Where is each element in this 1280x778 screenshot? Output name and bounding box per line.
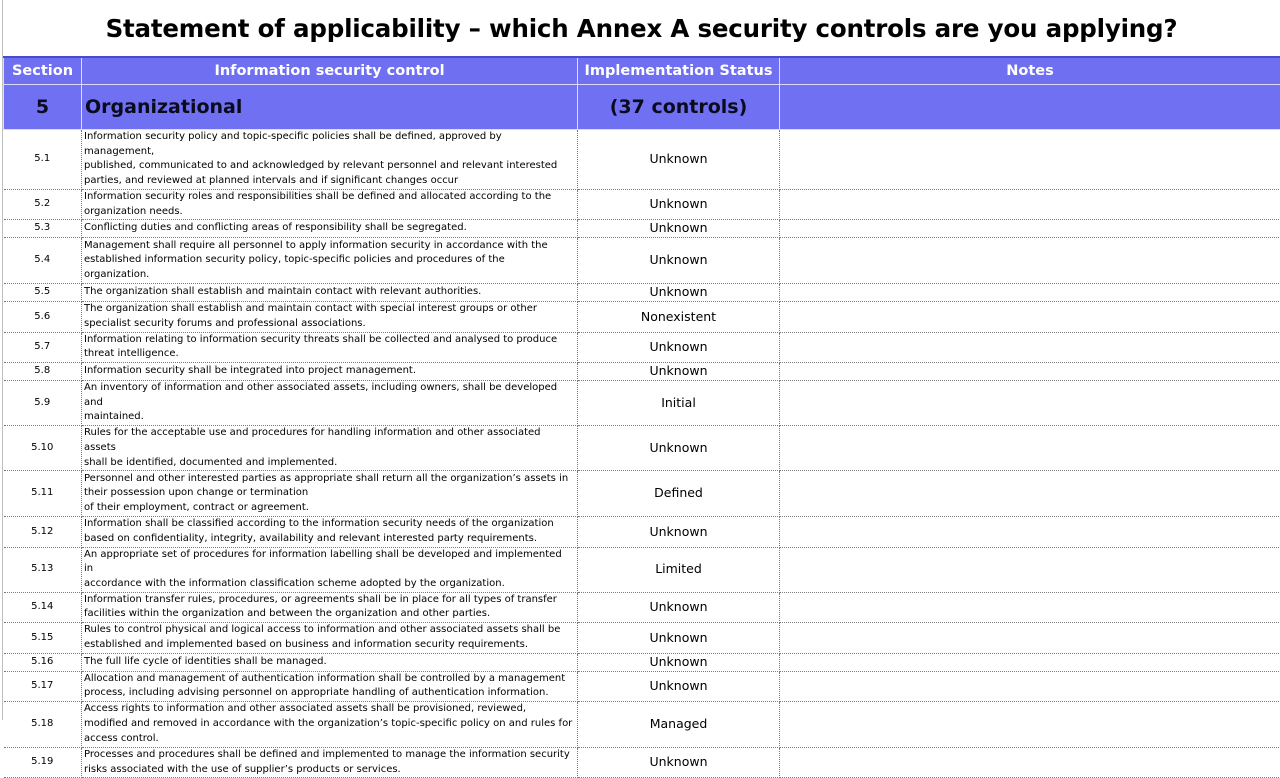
control-number[interactable]: 5.17 bbox=[4, 671, 82, 701]
implementation-status[interactable]: Unknown bbox=[578, 747, 780, 777]
notes-cell[interactable] bbox=[780, 130, 1280, 190]
implementation-status[interactable]: Unknown bbox=[578, 671, 780, 701]
control-description[interactable]: The organization shall establish and maintain contact with relevant authorities. bbox=[82, 284, 578, 302]
table-row bbox=[4, 747, 1280, 777]
section-number[interactable]: 5 bbox=[4, 85, 82, 130]
table-row bbox=[4, 653, 1280, 671]
table-row bbox=[4, 238, 1280, 284]
notes-cell[interactable] bbox=[780, 220, 1280, 238]
notes-cell[interactable] bbox=[780, 471, 1280, 517]
control-number[interactable]: 5.5 bbox=[4, 284, 82, 302]
notes-cell[interactable] bbox=[780, 302, 1280, 332]
control-number[interactable]: 5.7 bbox=[4, 332, 82, 362]
control-description[interactable]: Personnel and other interested parties as appropriate shall return all the organization’s assets in their possession upon change or termination of their employment, contract or agreement. bbox=[82, 471, 578, 517]
table-row bbox=[4, 671, 1280, 701]
control-description[interactable]: Rules to control physical and logical access to information and other associated assets shall be established and implemented based on business and information security requirements. bbox=[82, 623, 578, 653]
notes-cell[interactable] bbox=[780, 332, 1280, 362]
control-number[interactable]: 5.19 bbox=[4, 747, 82, 777]
table-row bbox=[4, 130, 1280, 190]
notes-cell[interactable] bbox=[780, 426, 1280, 471]
implementation-status[interactable]: Unknown bbox=[578, 220, 780, 238]
implementation-status[interactable]: Unknown bbox=[578, 426, 780, 471]
control-description[interactable]: Information security shall be integrated into project management. bbox=[82, 363, 578, 381]
notes-cell[interactable] bbox=[780, 381, 1280, 426]
control-description[interactable]: An inventory of information and other associated assets, including owners, shall be developed and maintained. bbox=[82, 381, 578, 426]
notes-cell[interactable] bbox=[780, 238, 1280, 284]
section-count[interactable]: (37 controls) bbox=[578, 85, 780, 130]
table-row bbox=[4, 220, 1280, 238]
control-description[interactable]: An appropriate set of procedures for information labelling shall be developed and implemented in accordance with the information classification scheme adopted by the organization. bbox=[82, 547, 578, 592]
implementation-status[interactable]: Nonexistent bbox=[578, 302, 780, 332]
page-title: Statement of applicability – which Annex A security controls are you applying? bbox=[3, 0, 1280, 56]
controls-table bbox=[3, 56, 1280, 778]
section-row bbox=[4, 85, 1280, 130]
control-description[interactable]: The organization shall establish and maintain contact with special interest groups or other specialist security forums and professional associations. bbox=[82, 302, 578, 332]
table-row bbox=[4, 426, 1280, 471]
implementation-status[interactable]: Defined bbox=[578, 471, 780, 517]
implementation-status[interactable]: Unknown bbox=[578, 189, 780, 219]
control-number[interactable]: 5.13 bbox=[4, 547, 82, 592]
notes-cell[interactable] bbox=[780, 547, 1280, 592]
table-row bbox=[4, 471, 1280, 517]
control-number[interactable]: 5.10 bbox=[4, 426, 82, 471]
notes-cell[interactable] bbox=[780, 623, 1280, 653]
control-number[interactable]: 5.8 bbox=[4, 363, 82, 381]
header-row bbox=[4, 57, 1280, 85]
control-number[interactable]: 5.2 bbox=[4, 189, 82, 219]
notes-cell[interactable] bbox=[780, 701, 1280, 747]
control-description[interactable]: Processes and procedures shall be defined and implemented to manage the information security risks associated with the use of supplier’s products or services. bbox=[82, 747, 578, 777]
implementation-status[interactable]: Unknown bbox=[578, 238, 780, 284]
table-row bbox=[4, 302, 1280, 332]
implementation-status[interactable]: Unknown bbox=[578, 332, 780, 362]
column-header-control[interactable]: Information security control bbox=[82, 57, 578, 85]
table-row bbox=[4, 363, 1280, 381]
implementation-status[interactable]: Unknown bbox=[578, 623, 780, 653]
implementation-status[interactable]: Unknown bbox=[578, 130, 780, 190]
table-row bbox=[4, 592, 1280, 622]
table-row bbox=[4, 623, 1280, 653]
control-number[interactable]: 5.11 bbox=[4, 471, 82, 517]
control-number[interactable]: 5.1 bbox=[4, 130, 82, 190]
control-number[interactable]: 5.12 bbox=[4, 517, 82, 547]
notes-cell[interactable] bbox=[780, 189, 1280, 219]
control-number[interactable]: 5.16 bbox=[4, 653, 82, 671]
implementation-status[interactable]: Unknown bbox=[578, 284, 780, 302]
spreadsheet bbox=[2, 0, 1280, 720]
control-number[interactable]: 5.9 bbox=[4, 381, 82, 426]
table-row bbox=[4, 284, 1280, 302]
notes-cell[interactable] bbox=[780, 653, 1280, 671]
column-header-status[interactable]: Implementation Status bbox=[578, 57, 780, 85]
control-description[interactable]: Information relating to information security threats shall be collected and analysed to produce threat intelligence. bbox=[82, 332, 578, 362]
implementation-status[interactable]: Managed bbox=[578, 701, 780, 747]
control-number[interactable]: 5.18 bbox=[4, 701, 82, 747]
control-description[interactable]: Conflicting duties and conflicting areas of responsibility shall be segregated. bbox=[82, 220, 578, 238]
control-description[interactable]: Rules for the acceptable use and procedures for handling information and other associated assets shall be identified, documented and implemented. bbox=[82, 426, 578, 471]
control-number[interactable]: 5.3 bbox=[4, 220, 82, 238]
implementation-status[interactable]: Unknown bbox=[578, 517, 780, 547]
control-description[interactable]: Information security roles and responsibilities shall be defined and allocated according to the organization needs. bbox=[82, 189, 578, 219]
control-number[interactable]: 5.15 bbox=[4, 623, 82, 653]
implementation-status[interactable]: Initial bbox=[578, 381, 780, 426]
table-row bbox=[4, 381, 1280, 426]
implementation-status[interactable]: Unknown bbox=[578, 592, 780, 622]
section-notes-cell[interactable] bbox=[780, 85, 1280, 130]
control-description[interactable]: Information security policy and topic-specific policies shall be defined, approved by management, published, communicated to and acknowledged by relevant personnel and relevant interested parties, and reviewed at planned intervals and if significant changes occur bbox=[82, 130, 578, 190]
section-name[interactable]: Organizational bbox=[82, 85, 578, 130]
column-header-section[interactable]: Section bbox=[4, 57, 82, 85]
implementation-status[interactable]: Unknown bbox=[578, 653, 780, 671]
implementation-status[interactable]: Limited bbox=[578, 547, 780, 592]
table-row bbox=[4, 701, 1280, 747]
notes-cell[interactable] bbox=[780, 592, 1280, 622]
control-description[interactable]: Allocation and management of authentication information shall be controlled by a management process, including advising personnel on appropriate handling of authentication information. bbox=[82, 671, 578, 701]
control-description[interactable]: Management shall require all personnel to apply information security in accordance with the established information security policy, topic-specific policies and procedures of the organization. bbox=[82, 238, 578, 284]
implementation-status[interactable]: Unknown bbox=[578, 363, 780, 381]
control-description[interactable]: The full life cycle of identities shall be managed. bbox=[82, 653, 578, 671]
notes-cell[interactable] bbox=[780, 671, 1280, 701]
table-row bbox=[4, 547, 1280, 592]
notes-cell[interactable] bbox=[780, 284, 1280, 302]
control-number[interactable]: 5.6 bbox=[4, 302, 82, 332]
table-row bbox=[4, 189, 1280, 219]
notes-cell[interactable] bbox=[780, 517, 1280, 547]
table-row bbox=[4, 332, 1280, 362]
notes-cell[interactable] bbox=[780, 747, 1280, 777]
control-description[interactable]: Information transfer rules, procedures, or agreements shall be in place for all types of transfer facilities within the organization and between the organization and other parties. bbox=[82, 592, 578, 622]
control-number[interactable]: 5.4 bbox=[4, 238, 82, 284]
control-description[interactable]: Access rights to information and other associated assets shall be provisioned, reviewed, modified and removed in accordance with the organization’s topic-specific policy on and rules for access control. bbox=[82, 701, 578, 747]
control-number[interactable]: 5.14 bbox=[4, 592, 82, 622]
notes-cell[interactable] bbox=[780, 363, 1280, 381]
control-description[interactable]: Information shall be classified according to the information security needs of the organization based on confidentiality, integrity, availability and relevant interested party requirements. bbox=[82, 517, 578, 547]
table-row bbox=[4, 517, 1280, 547]
column-header-notes[interactable]: Notes bbox=[780, 57, 1280, 85]
